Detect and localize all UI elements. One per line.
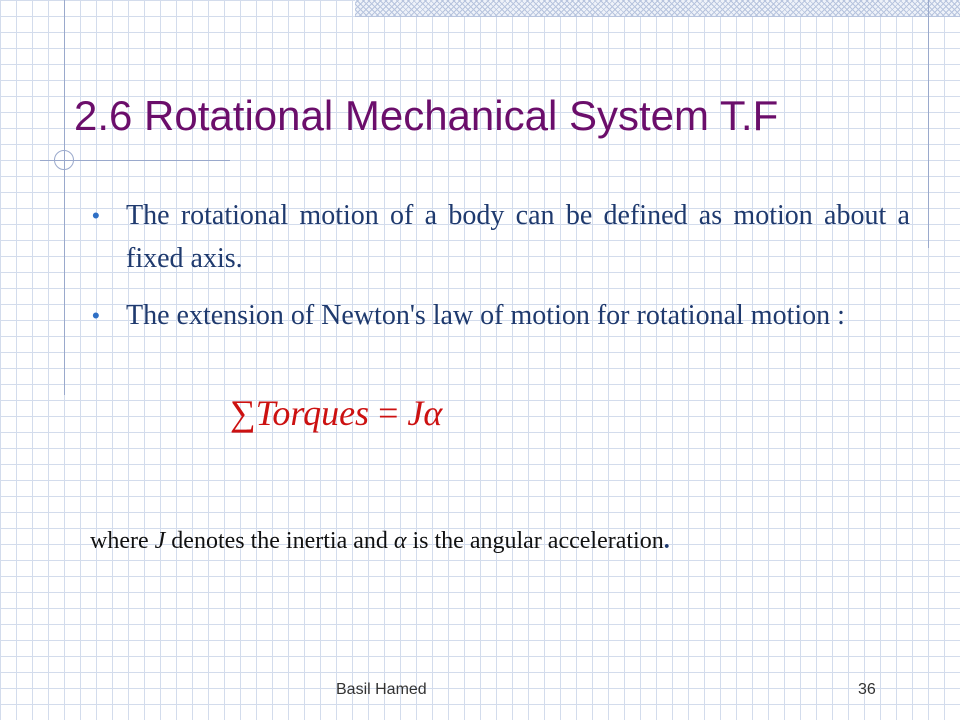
left-vertical-rule	[64, 0, 65, 395]
bullet-text: The extension of Newton's law of motion for rotational motion :	[126, 300, 845, 331]
top-hatch-band	[355, 0, 960, 17]
footer-page-number: 36	[858, 681, 876, 698]
equation-explanation	[90, 528, 670, 555]
explanation-part2: denotes the inertia and	[165, 528, 394, 554]
bullet-list	[92, 194, 910, 351]
corner-circle-ornament	[54, 150, 74, 170]
explanation-var-j: J	[154, 528, 166, 554]
footer-author: Basil Hamed	[336, 681, 427, 698]
bullet-dot-icon: •	[92, 303, 100, 328]
explanation-period: .	[663, 528, 670, 554]
explanation-var-alpha: α	[393, 528, 407, 554]
explanation-part3: is the angular acceleration	[406, 528, 664, 554]
slide-title: 2.6 Rotational Mechanical System T.F	[74, 92, 779, 139]
summation-symbol: ∑	[230, 393, 256, 433]
equation-lhs: Torques	[255, 393, 370, 433]
bullet-dot-icon: •	[92, 203, 100, 228]
equation-rhs: Jα	[407, 393, 443, 433]
bullet-item-rotational-motion	[92, 194, 910, 280]
bullet-text: The rotational motion of a body can be defined as motion about a fixed axis.	[126, 200, 910, 274]
explanation-part1: where	[90, 528, 155, 554]
equation-equals: =	[378, 393, 399, 433]
bullet-item-newtons-law	[92, 294, 910, 337]
torque-equation	[230, 392, 442, 434]
